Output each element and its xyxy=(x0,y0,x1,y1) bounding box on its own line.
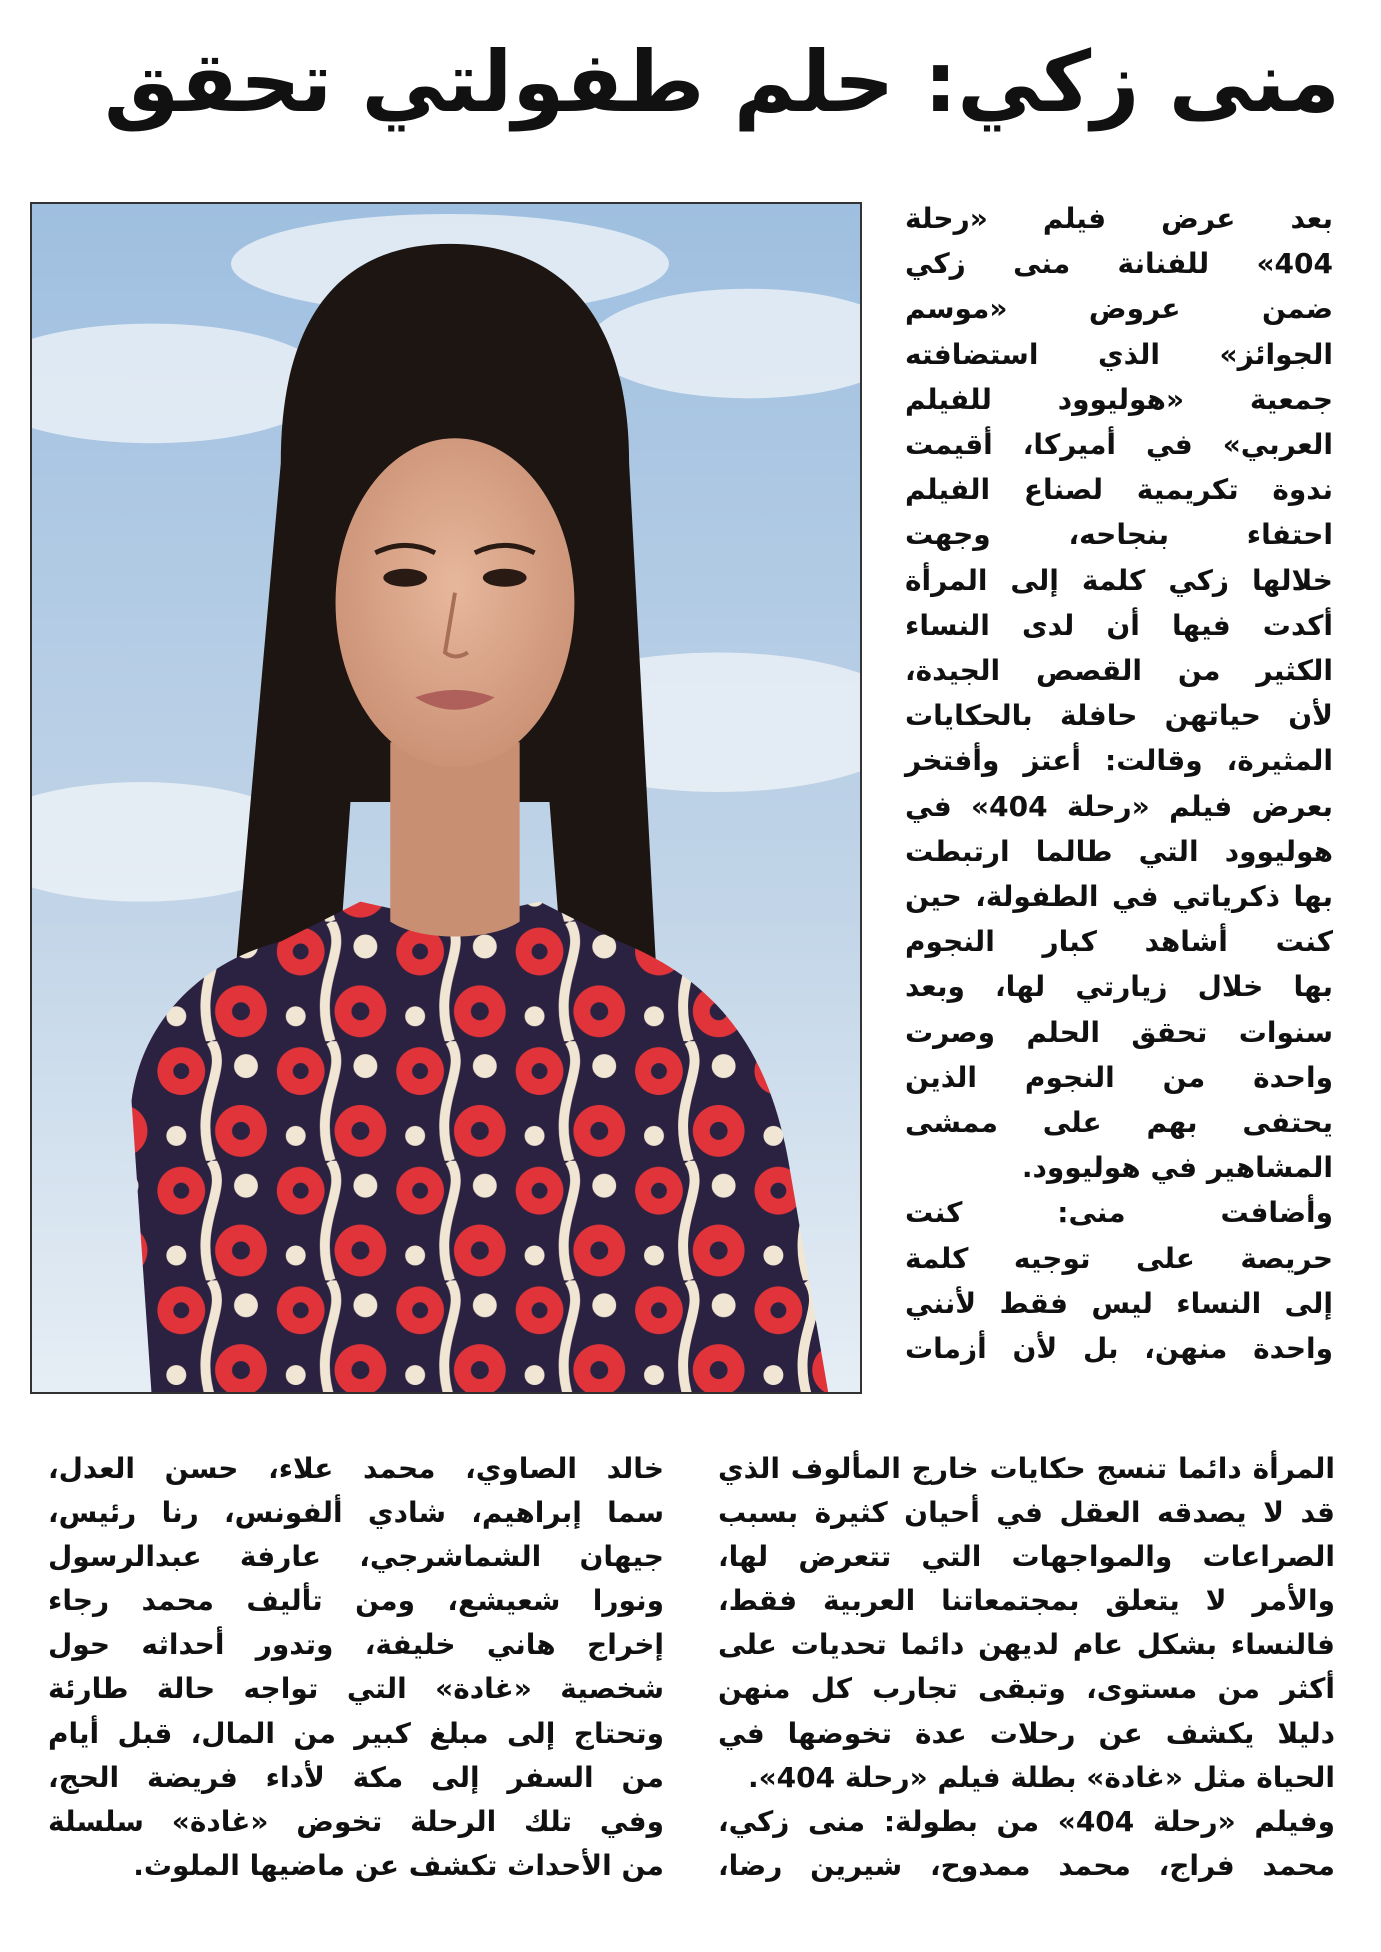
text-line: وأضافت منى: كنت xyxy=(905,1196,1333,1230)
text-line: الجوائز» الذي استضافته xyxy=(905,337,1333,371)
text-line: يحتفى بهم على ممشى xyxy=(905,1106,1333,1140)
article-column-left xyxy=(48,1447,664,1888)
text-line: خلالها زكي كلمة إلى المرأة xyxy=(905,563,1333,597)
text-line: ونورا شعيشع، ومن تأليف محمد رجاء xyxy=(48,1584,664,1618)
text-line: ندوة تكريمية لصناع الفيلم xyxy=(905,473,1333,507)
text-line: الصراعات والمواجهات التي تتعرض لها، xyxy=(718,1540,1335,1574)
text-line: جيهان الشماشرجي، عارفة عبدالرسول xyxy=(48,1540,664,1574)
text-line: الكثير من القصص الجيدة، xyxy=(905,654,1333,688)
text-line: بها ذكرياتي في الطفولة، حين xyxy=(905,880,1333,914)
text-line: بها خلال زيارتي لها، وبعد xyxy=(905,970,1333,1004)
text-line: المشاهير في هوليوود. xyxy=(1021,1151,1333,1185)
text-line: المرأة دائما تنسج حكايات خارج المألوف الذي xyxy=(718,1452,1335,1485)
text-line: إخراج هاني خليفة، وتدور أحداثه حول xyxy=(48,1628,664,1662)
neck xyxy=(390,742,519,936)
text-line: هوليوود التي طالما ارتبطت xyxy=(905,834,1333,868)
text-line: شخصية «غادة» التي تواجه حالة طارئة xyxy=(48,1672,664,1706)
text-line: واحدة منهن، بل لأن أزمات xyxy=(905,1332,1333,1366)
text-line: جمعية «هوليوود للفيلم xyxy=(905,382,1333,416)
text-line: وفيلم «رحلة 404» من بطولة: منى زكي، xyxy=(718,1804,1335,1838)
text-line: من الأحداث تكشف عن ماضيها الملوث. xyxy=(133,1848,664,1882)
text-line: وتحتاج إلى مبلغ كبير من المال، قبل أيام xyxy=(48,1716,664,1750)
text-line: من السفر إلى مكة لأداء فريضة الحج، xyxy=(48,1760,664,1794)
text-line: الحياة مثل «غادة» بطلة فيلم «رحلة 404». xyxy=(747,1760,1335,1794)
text-line: احتفاء بنجاحه، وجهت xyxy=(905,518,1333,552)
text-line: سنوات تحقق الحلم وصرت xyxy=(905,1015,1333,1049)
text-line: حريصة على توجيه كلمة xyxy=(905,1241,1333,1275)
text-line: محمد فراج، محمد ممدوح، شيرين رضا، xyxy=(718,1848,1335,1882)
portrait-illustration xyxy=(32,204,860,1392)
text-line: فالنساء بشكل عام لديهن دائما تحديات على xyxy=(718,1628,1335,1662)
text-line: والأمر لا يتعلق بمجتمعاتنا العربية فقط، xyxy=(718,1584,1335,1618)
text-line: بعرض فيلم «رحلة 404» في xyxy=(905,789,1334,823)
text-line: بعد عرض فيلم «رحلة xyxy=(905,202,1333,235)
text-line: خالد الصاوي، محمد علاء، حسن العدل، xyxy=(48,1452,664,1485)
text-line: دليلا يكشف عن رحلات عدة تخوضها في xyxy=(718,1716,1335,1750)
text-line: أكثر من مستوى، وتبقى تجارب كل منهن xyxy=(718,1672,1335,1706)
text-line: قد لا يصدقه العقل في أحيان كثيرة بسبب xyxy=(718,1496,1335,1530)
headline: منى زكي: حلم طفولتي تحقق xyxy=(103,33,1340,131)
text-line: لأن حياتهن حافلة بالحكايات xyxy=(905,699,1333,733)
article-column-middle xyxy=(718,1447,1335,1888)
text-line: إلى النساء ليس فقط لأنني xyxy=(905,1286,1333,1320)
text-line: وفي تلك الرحلة تخوض «غادة» سلسلة xyxy=(48,1804,664,1838)
text-line: ضمن عروض «موسم xyxy=(905,292,1333,326)
article-photo xyxy=(30,202,862,1394)
article-column-right xyxy=(905,196,1333,1371)
text-line: واحدة من النجوم الذين xyxy=(905,1060,1333,1094)
text-line: أكدت فيها أن لدى النساء xyxy=(905,608,1333,642)
text-line: المثيرة، وقالت: أعتز وأفتخر xyxy=(905,744,1333,778)
text-line: كنت أشاهد كبار النجوم xyxy=(905,925,1333,959)
text-line: 404» للفنانة منى زكي xyxy=(905,247,1333,281)
text-line: سما إبراهيم، شادي ألفونس، رنا رئيس، xyxy=(48,1496,664,1530)
text-line: العربي» في أميركا، أقيمت xyxy=(905,428,1333,462)
